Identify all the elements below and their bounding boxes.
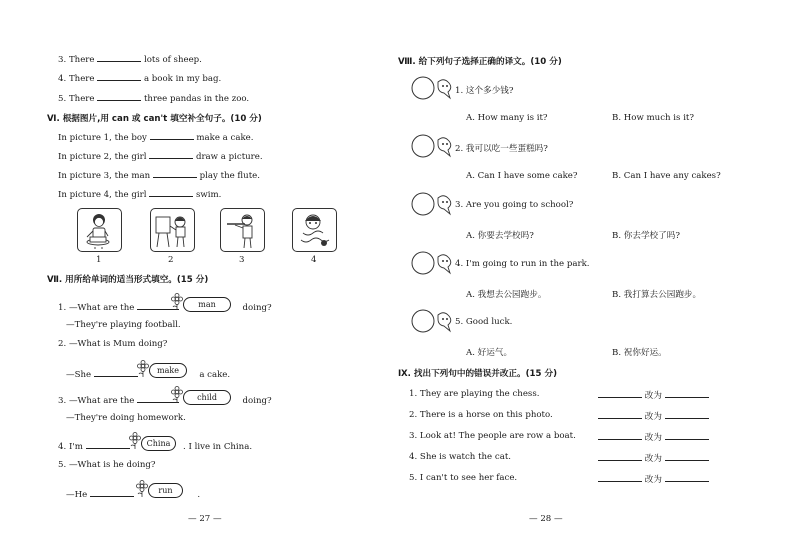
fill-item-3 xyxy=(58,53,202,65)
section6-item-2 xyxy=(58,150,263,162)
answer-blank[interactable] xyxy=(665,389,709,398)
q2-option-a[interactable]: A. Can I have some cake? xyxy=(466,171,578,181)
section-7-title: Ⅶ. 用所给单词的适当形式填空。(15 分) xyxy=(47,275,209,285)
q4-option-b[interactable]: B. 我打算去公园跑步。 xyxy=(612,290,702,300)
item-text: I'm xyxy=(68,442,83,452)
error-item-1-correction xyxy=(598,389,709,401)
answer-blank[interactable] xyxy=(598,389,642,398)
change-to-label: 改为 xyxy=(644,433,662,443)
flower-hint-icon xyxy=(135,480,149,498)
section7-item-1 xyxy=(58,301,272,313)
speech-bubble-icon xyxy=(410,251,454,277)
item-text: . I live in China. xyxy=(183,442,253,452)
item-text: play the flute. xyxy=(199,171,260,181)
item-number: 4. xyxy=(58,74,67,84)
change-to-label: 改为 xyxy=(644,475,662,485)
answer-blank[interactable] xyxy=(665,431,709,440)
hint-word-box: child xyxy=(183,390,231,405)
flower-hint-icon xyxy=(170,293,184,311)
section7-item-5 xyxy=(58,460,156,470)
q5-option-a[interactable]: A. 好运气。 xyxy=(466,348,513,358)
q5-option-b[interactable]: B. 祝你好运。 xyxy=(612,348,667,358)
section7-item-3-reply: —They're doing homework. xyxy=(66,413,186,423)
girl-drawing-icon xyxy=(151,209,194,251)
item-text: a cake. xyxy=(199,370,231,380)
section-9-title: Ⅸ. 找出下列句中的错误并改正。(15 分) xyxy=(398,369,558,379)
item-text: —What is Mum doing? xyxy=(68,339,168,349)
picture-1-boy-cake xyxy=(77,208,122,252)
hint-word-box: China xyxy=(141,436,176,451)
picture-4-girl-swimming xyxy=(292,208,337,252)
section6-item-1 xyxy=(58,131,254,143)
item-text: There xyxy=(68,55,95,65)
q4-text: 4. I'm going to run in the park. xyxy=(455,259,590,269)
speech-bubble-icon xyxy=(410,134,454,160)
item-text: three pandas in the zoo. xyxy=(143,94,250,104)
item-text: —What are the xyxy=(68,396,135,406)
error-item-2-correction xyxy=(598,410,709,422)
answer-blank[interactable] xyxy=(90,488,134,497)
page-number-right: — 28 — xyxy=(529,514,563,524)
item-text: draw a picture. xyxy=(195,152,263,162)
item-number: 5. xyxy=(58,460,67,470)
q4-option-a[interactable]: A. 我想去公园跑步。 xyxy=(466,290,547,300)
item-text: In picture 2, the girl xyxy=(58,152,147,162)
page-number-left: — 27 — xyxy=(188,514,222,524)
item-number: 4. xyxy=(58,442,67,452)
section7-item-2 xyxy=(58,339,167,349)
item-number: 3. xyxy=(58,396,67,406)
change-to-label: 改为 xyxy=(644,412,662,422)
fill-item-5 xyxy=(58,92,249,104)
change-to-label: 改为 xyxy=(644,454,662,464)
error-item-4-correction xyxy=(598,452,709,464)
q5-text: 5. Good luck. xyxy=(455,317,513,327)
hint-word-box: run xyxy=(148,483,183,498)
item-text: In picture 4, the girl xyxy=(58,190,147,200)
item-number: 1. xyxy=(58,303,67,313)
speech-bubble-icon xyxy=(410,309,454,335)
error-item-3: 3. Look at! The people are row a boat. xyxy=(409,431,576,441)
fill-item-4 xyxy=(58,72,221,84)
answer-blank[interactable] xyxy=(97,53,141,62)
q1-option-b[interactable]: B. How much is it? xyxy=(612,113,694,123)
change-to-label: 改为 xyxy=(644,391,662,401)
q3-text: 3. Are you going to school? xyxy=(455,200,574,210)
picture-2-girl-drawing xyxy=(150,208,195,252)
section7-item-1-reply: —They're playing football. xyxy=(66,320,181,330)
answer-blank[interactable] xyxy=(665,473,709,482)
q1-option-a[interactable]: A. How many is it? xyxy=(466,113,548,123)
answer-blank[interactable] xyxy=(150,131,194,140)
boy-making-cake-icon xyxy=(78,209,121,251)
q3-option-b[interactable]: B. 你去学校了吗? xyxy=(612,231,680,241)
answer-blank[interactable] xyxy=(97,72,141,81)
error-item-2: 2. There is a horse on this photo. xyxy=(409,410,553,420)
flower-hint-icon xyxy=(170,386,184,404)
item-text: lots of sheep. xyxy=(143,55,202,65)
q2-option-b[interactable]: B. Can I have any cakes? xyxy=(612,171,721,181)
answer-blank[interactable] xyxy=(86,440,130,449)
answer-blank[interactable] xyxy=(665,410,709,419)
item-text: —She xyxy=(66,370,92,380)
item-text: In picture 3, the man xyxy=(58,171,151,181)
answer-blank[interactable] xyxy=(598,410,642,419)
item-text: —What is he doing? xyxy=(68,460,156,470)
speech-bubble-icon xyxy=(410,76,454,102)
answer-blank[interactable] xyxy=(94,368,138,377)
hint-word-box: man xyxy=(183,297,231,312)
speech-bubble-icon xyxy=(410,192,454,218)
item-text: In picture 1, the boy xyxy=(58,133,147,143)
man-playing-flute-icon xyxy=(221,209,264,251)
answer-blank[interactable] xyxy=(598,452,642,461)
item-text: There xyxy=(68,74,95,84)
item-text: —What are the xyxy=(68,303,135,313)
section-6-title: Ⅵ. 根据图片,用 can 或 can't 填空补全句子。(10 分) xyxy=(47,114,262,124)
answer-blank[interactable] xyxy=(598,473,642,482)
error-item-3-correction xyxy=(598,431,709,443)
picture-label-4: 4 xyxy=(311,255,317,265)
flower-hint-icon xyxy=(136,360,150,378)
picture-label-1: 1 xyxy=(96,255,102,265)
error-item-5-correction xyxy=(598,473,709,485)
item-number: 5. xyxy=(58,94,67,104)
answer-blank[interactable] xyxy=(97,92,141,101)
answer-blank[interactable] xyxy=(149,188,193,197)
item-text: swim. xyxy=(195,190,222,200)
q1-text: 1. 这个多少钱? xyxy=(455,86,514,96)
answer-blank[interactable] xyxy=(149,150,193,159)
error-item-4: 4. She is watch the cat. xyxy=(409,452,512,462)
item-number: 2. xyxy=(58,339,67,349)
answer-blank[interactable] xyxy=(665,452,709,461)
error-item-5: 5. I can't to see her face. xyxy=(409,473,518,483)
error-item-1: 1. They are playing the chess. xyxy=(409,389,540,399)
item-text: There xyxy=(68,94,95,104)
section6-item-3 xyxy=(58,169,260,181)
section7-item-3 xyxy=(58,394,272,406)
item-text: doing? xyxy=(242,396,272,406)
picture-label-3: 3 xyxy=(239,255,245,265)
q3-option-a[interactable]: A. 你要去学校吗? xyxy=(466,231,534,241)
item-text: make a cake. xyxy=(196,133,254,143)
item-text: a book in my bag. xyxy=(143,74,222,84)
item-text: —He xyxy=(66,490,88,500)
item-text: doing? xyxy=(242,303,272,313)
q2-text: 2. 我可以吃一些蛋糕吗? xyxy=(455,144,548,154)
section-8-title: Ⅷ. 给下列句子选择正确的译文。(10 分) xyxy=(398,57,562,67)
item-text: . xyxy=(197,490,201,500)
answer-blank[interactable] xyxy=(153,169,197,178)
picture-3-man-flute xyxy=(220,208,265,252)
hint-word-box: make xyxy=(149,363,187,378)
item-number: 3. xyxy=(58,55,67,65)
girl-swimming-icon xyxy=(293,209,336,251)
picture-label-2: 2 xyxy=(168,255,174,265)
flower-hint-icon xyxy=(128,432,142,450)
section6-item-4 xyxy=(58,188,221,200)
answer-blank[interactable] xyxy=(598,431,642,440)
